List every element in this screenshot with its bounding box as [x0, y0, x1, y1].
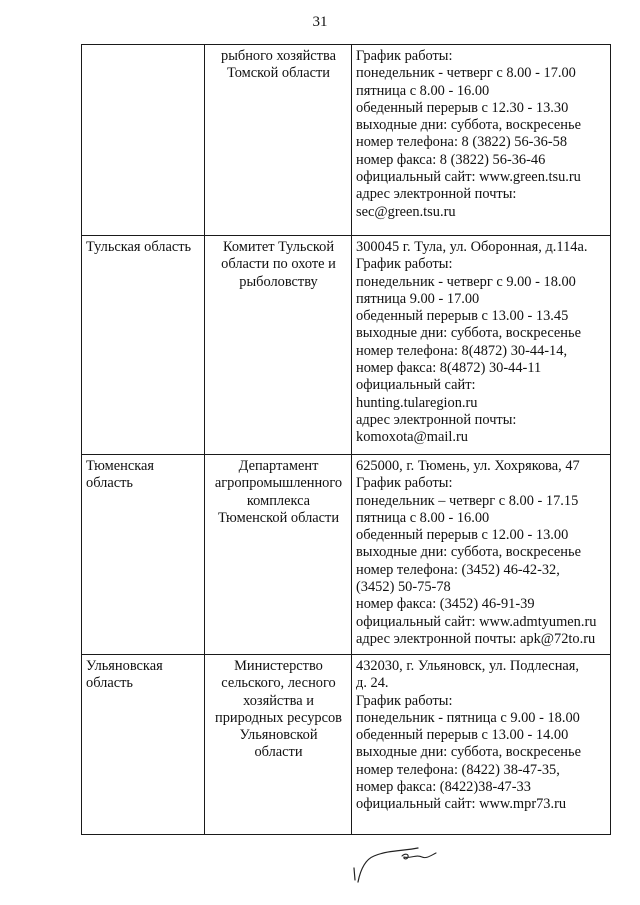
- info-line: д. 24.: [356, 675, 389, 692]
- organization-line: сельского, лесного: [221, 675, 336, 692]
- info-line: выходные дни: суббота, воскресенье: [356, 117, 581, 134]
- info-line: официальный сайт: www.admtyumen.ru: [356, 613, 597, 630]
- region-cell: Тульская область: [82, 236, 205, 455]
- info-line: официальный сайт: www.mpr73.ru: [356, 796, 567, 813]
- info-line: номер телефона: 8(4872) 30-44-14,: [356, 342, 568, 359]
- organization-line: области: [254, 744, 303, 761]
- region-cell: Ульяновская область: [82, 655, 205, 835]
- info-line: номер факса: 8(4872) 30-44-11: [356, 360, 542, 377]
- table-row: [82, 236, 611, 455]
- info-line: обеденный перерыв с 13.00 - 14.00: [356, 727, 569, 744]
- info-line: 432030, г. Ульяновск, ул. Подлесная,: [356, 658, 580, 674]
- info-line: (3452) 50-75-78: [356, 579, 451, 596]
- organization-line: Тюменской области: [217, 509, 340, 526]
- info-line: komoxota@mail.ru: [356, 429, 468, 446]
- info-line: обеденный перерыв с 12.00 - 13.00: [356, 527, 569, 544]
- info-line: номер факса: (8422)38-47-33: [356, 779, 531, 796]
- info-line: выходные дни: суббота, воскресенье: [356, 744, 581, 761]
- info-line: hunting.tularegion.ru: [356, 394, 478, 411]
- organization-line: Министерство: [234, 658, 323, 674]
- contacts-table: [81, 44, 611, 835]
- info-line: официальный сайт:: [356, 377, 476, 394]
- info-line: пятница с 8.00 - 16.00: [356, 509, 490, 526]
- info-line: График работы:: [356, 256, 453, 273]
- organization-line: Ульяновской: [239, 727, 318, 744]
- info-line: номер телефона: (3452) 46-42-32,: [356, 561, 560, 578]
- contact-info-cell: [352, 655, 611, 835]
- info-line: График работы:: [356, 48, 453, 64]
- organization-line: области по охоте и: [221, 256, 336, 273]
- contact-info-cell: [352, 45, 611, 236]
- info-line: График работы:: [356, 692, 453, 709]
- organization-line: хозяйства и: [243, 692, 314, 709]
- info-line: 625000, г. Тюмень, ул. Хохрякова, 47: [356, 458, 580, 474]
- info-line: 300045 г. Тула, ул. Оборонная, д.114а.: [356, 239, 588, 255]
- info-line: номер факса: 8 (3822) 56-36-46: [356, 151, 546, 168]
- info-line: обеденный перерыв с 13.00 - 13.45: [356, 308, 569, 325]
- contact-info-cell: [352, 455, 611, 655]
- organization-cell: [205, 236, 352, 455]
- info-line: выходные дни: суббота, воскресенье: [356, 325, 581, 342]
- region-cell: [82, 45, 205, 236]
- organization-line: Томской области: [227, 65, 330, 82]
- organization-line: Департамент: [238, 458, 319, 474]
- table-row: [82, 655, 611, 835]
- info-line: График работы:: [356, 475, 453, 492]
- page-number: 31: [312, 14, 328, 30]
- info-line: официальный сайт: www.green.tsu.ru: [356, 169, 581, 186]
- organization-line: агропромышленного: [214, 475, 343, 492]
- organization-cell: [205, 455, 352, 655]
- organization-cell: [205, 655, 352, 835]
- info-line: обеденный перерыв с 12.30 - 13.30: [356, 99, 569, 116]
- organization-cell: [205, 45, 352, 236]
- info-line: адрес электронной почты:: [356, 411, 517, 428]
- info-line: адрес электронной почты:: [356, 186, 517, 203]
- info-line: выходные дни: суббота, воскресенье: [356, 544, 581, 561]
- info-line: номер факса: (3452) 46-91-39: [356, 596, 535, 613]
- organization-line: рыбного хозяйства: [221, 48, 336, 64]
- contact-info-cell: [352, 236, 611, 455]
- info-line: номер телефона: (8422) 38-47-35,: [356, 761, 560, 778]
- organization-line: Комитет Тульской: [222, 239, 335, 255]
- info-line: адрес электронной почты: apk@72to.ru: [356, 630, 596, 647]
- signature-mark: [352, 838, 442, 886]
- organization-line: природных ресурсов: [215, 709, 342, 726]
- organization-line: комплекса: [246, 492, 311, 509]
- region-cell: Тюменская область: [82, 455, 205, 655]
- info-line: sec@green.tsu.ru: [356, 203, 456, 220]
- table-row: [82, 45, 611, 236]
- organization-line: рыболовству: [239, 273, 318, 290]
- table-row: [82, 455, 611, 655]
- info-line: пятница 9.00 - 17.00: [356, 290, 480, 307]
- info-line: понедельник – четверг с 8.00 - 17.15: [356, 492, 579, 509]
- info-line: номер телефона: 8 (3822) 56-36-58: [356, 134, 568, 151]
- info-line: понедельник - четверг с 9.00 - 18.00: [356, 273, 576, 290]
- info-line: пятница с 8.00 - 16.00: [356, 82, 490, 99]
- info-line: понедельник - пятница с 9.00 - 18.00: [356, 709, 580, 726]
- info-line: понедельник - четверг с 8.00 - 17.00: [356, 65, 576, 82]
